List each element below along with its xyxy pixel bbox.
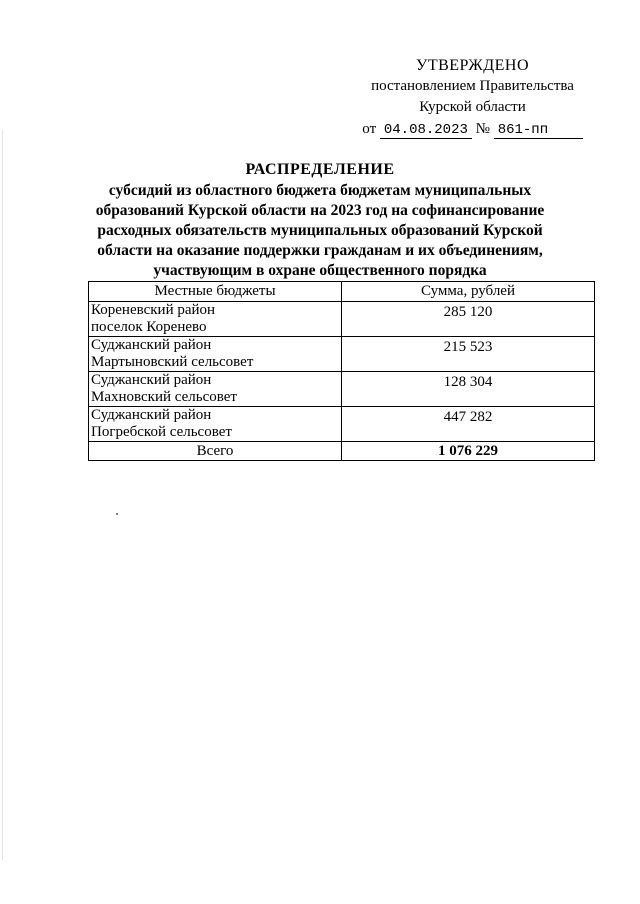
settlement-name: поселок Коренево (91, 319, 207, 335)
title-line: участвующим в охране общественного порядка (153, 262, 487, 279)
column-header-budgets: Местные бюджеты (89, 282, 342, 302)
title-line: области на оказание поддержки гражданам и их объединениям, (97, 242, 543, 259)
budget-cell (89, 407, 342, 442)
approval-date: 04.08.2023 (380, 122, 472, 139)
scan-edge (2, 130, 3, 860)
settlement-name: Махновский сельсовет (91, 389, 237, 405)
total-amount: 1 076 229 (342, 442, 595, 461)
scan-speck (116, 513, 118, 515)
title-line: образований Курской области на 2023 год на софинансирование (95, 202, 545, 219)
settlement-name: Мартыновский сельсовет (91, 354, 254, 370)
amount-cell: 447 282 (342, 407, 595, 442)
approval-line-1: постановлением Правительства (371, 78, 574, 94)
table-header-row (89, 282, 595, 302)
title-line: расходных обязательств муниципальных образований Курской (97, 222, 543, 239)
approval-line-2: Курской области (419, 99, 526, 115)
table-row (89, 372, 595, 407)
table-row (89, 337, 595, 372)
total-row (89, 442, 595, 461)
district-name: Суджанский район (91, 407, 212, 423)
distribution-table (88, 281, 595, 461)
budget-cell (89, 302, 342, 337)
number-prefix: № (475, 121, 490, 137)
budget-cell (89, 337, 342, 372)
table-row (89, 302, 595, 337)
approval-stamp (340, 55, 605, 140)
approval-title: УТВЕРЖДЕНО (415, 57, 529, 74)
amount-cell: 285 120 (342, 302, 595, 337)
title-heading: РАСПРЕДЕЛЕНИЕ (245, 161, 395, 178)
budget-cell (89, 372, 342, 407)
approval-number: 861-пп (494, 122, 583, 139)
approval-date-line (340, 119, 605, 140)
settlement-name: Погребской сельсовет (91, 424, 232, 440)
document-title (60, 160, 580, 281)
amount-cell: 215 523 (342, 337, 595, 372)
district-name: Кореневский район (91, 302, 216, 318)
table-row (89, 407, 595, 442)
district-name: Суджанский район (91, 372, 212, 388)
district-name: Суджанский район (91, 337, 212, 353)
amount-cell: 128 304 (342, 372, 595, 407)
title-line: субсидий из областного бюджета бюджетам муниципальных (108, 182, 532, 199)
column-header-amount: Сумма, рублей (342, 282, 595, 302)
date-prefix: от (362, 121, 377, 137)
total-label: Всего (89, 442, 342, 461)
